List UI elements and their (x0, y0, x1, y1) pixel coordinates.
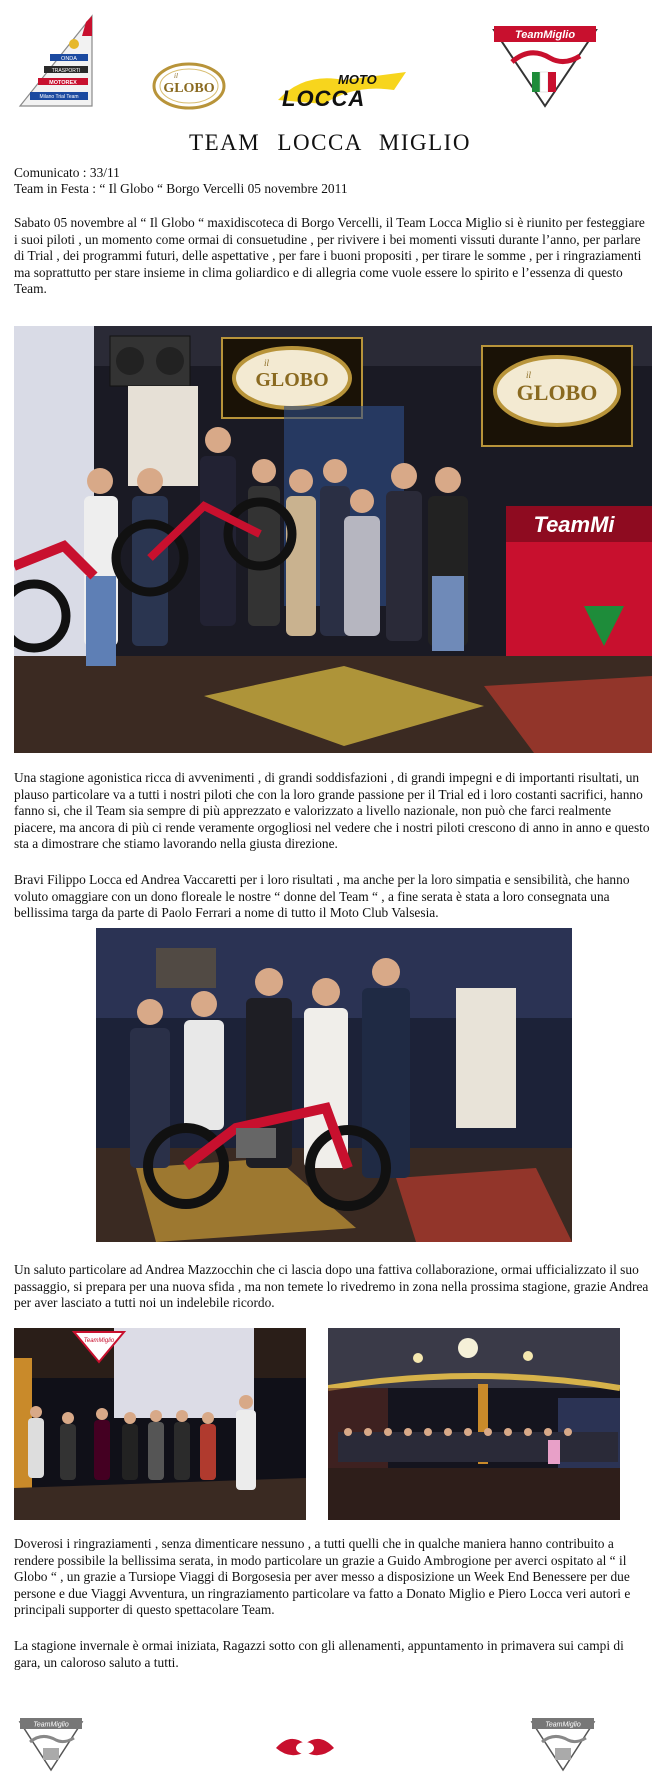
globo-text: GLOBO (163, 81, 215, 96)
il-globo-logo-icon (152, 62, 226, 110)
pennant-line-1: ONDA (61, 56, 77, 62)
il-globo-logo (152, 62, 226, 110)
locca-text: LOCCA (282, 86, 366, 111)
footer-logo-center (274, 1730, 336, 1764)
ceremony-photo-icon (14, 1328, 306, 1520)
footer-logo-left (16, 1716, 86, 1772)
team-group-photo (14, 326, 652, 753)
main-banner-right-text: GLOBO (516, 380, 598, 405)
pennant-line-3: MOTOREX (49, 80, 77, 86)
riders-with-bike-photo (96, 928, 572, 1242)
team-miglio-shield-icon (528, 1716, 598, 1772)
moto-locca-logo (274, 66, 410, 112)
communique-number: Comunicato : 33/11 (14, 165, 120, 180)
team-group-photo-icon (14, 326, 652, 753)
main-team-panel-text: TeamMi (533, 512, 615, 537)
ceremony-banner-text: TeamMiglio (83, 1338, 115, 1344)
event-line: Team in Festa : “ Il Globo “ Borgo Vercelli 05 novembre 2011 (14, 181, 348, 196)
red-wing-logo-icon (274, 1730, 336, 1764)
riders-with-bike-photo-icon (96, 928, 572, 1242)
main-banner-left-text: GLOBO (255, 369, 329, 391)
main-banner-small-right: il (526, 370, 532, 380)
farewell-paragraph: Un saluto particolare ad Andrea Mazzocchin che ci lascia dopo una fattiva collaborazione, ormai ufficializzato il suo passaggio, si prepara per una nuova sfida , ma non temete lo rivedremo in zona nella prossima stagione, grazie Andrea per aver lasciato a tutti noi un indelebile ricordo. (14, 1262, 649, 1311)
riders-thanks-paragraph: Bravi Filippo Locca ed Andrea Vaccaretti per i loro risultati , ma anche per la loro simpatia e sensibilità, che hanno voluto omaggiare con un dono floreale le nostre “ donne del Team “ , a fine serata è stata a loro consegnata una bellissima targa da parte di Paolo Ferrari a nome di tutto il Moto Club Valsesia. (14, 872, 630, 921)
dance-floor-photo-icon (328, 1328, 620, 1520)
acknowledgements-paragraph: Doverosi i ringraziamenti , senza dimenticare nessuno , a tutti quelli che in qualche maniera hanno contribuito a rendere possibile la bellissima serata, in modo particolare un grazie a Guido Ambrogione per averci ospitato al “ il Globo “ , un grazie a Tursiope Viaggi di Borgosesia per aver messo a disposizione un Week End Benessere per due persone e due Viaggi Avventura, un ringraziamento particolare va fatto a Donato Miglio e Piero Locca veri autori e principali supporter di questo spettacolare Team. (14, 1536, 631, 1618)
sponsor-pennant-icon (16, 14, 96, 108)
moto-locca-logo-icon (274, 66, 410, 112)
team-logo-text: TeamMiglio (514, 29, 576, 41)
moto-text: MOTO (338, 72, 377, 87)
footer-logo-right (528, 1716, 598, 1772)
footer-left-text: TeamMiglio (33, 1721, 69, 1729)
globo-il-text: il (174, 72, 178, 80)
dance-floor-photo (328, 1328, 620, 1520)
ceremony-photo (14, 1328, 306, 1520)
page-title: TEAM LOCCA MIGLIO (189, 130, 471, 155)
closing-paragraph: La stagione invernale è ormai iniziata, Ragazzi sotto con gli allenamenti, appuntamento in primavera sui campi di gara, un caloroso saluto a tutti. (14, 1638, 624, 1670)
main-banner-small-left: il (264, 358, 270, 368)
team-miglio-shield-icon (16, 1716, 86, 1772)
footer-right-text: TeamMiglio (545, 1721, 581, 1729)
team-miglio-shield-icon (490, 22, 600, 108)
sponsor-pennant-logo (16, 14, 96, 108)
team-miglio-logo (490, 22, 600, 108)
season-paragraph: Una stagione agonistica ricca di avvenimenti , di grandi soddisfazioni , di grandi impegni e di importanti risultati, un plauso particolare va a tutti i nostri piloti che con la loro grande passione per il Trial ed i loro costanti sacrifici, hanno fanno si, che il Team sia sempre di più apprezzato e valorizzato a livello nazionale, non può che farci realmente piacere, ma ancora di più ci rende veramente orgogliosi nel vedere che i nostri piloti crescono di anno in anno e questo sta a dimostrare che stiamo lavorando nella giusta direzione. (14, 770, 650, 852)
pennant-line-2: TRASPORTI (51, 68, 81, 74)
pennant-line-4: Milano Trial Team (39, 94, 79, 100)
intro-paragraph: Sabato 05 novembre al “ Il Globo “ maxidiscoteca di Borgo Vercelli, il Team Locca Miglio si è riunito per festeggiare i suoi piloti , un momento come ormai di consuetudine , per rivivere i bei momenti vissuti durante l’anno, per parlare di Trial , dei programmi futuri, delle aspettative , per fare i buoni propositi , per tirare le somme , per i ringraziamenti ma soprattutto per stare insieme in clima goliardico e di allegria come vuole essere lo spirito e l’essenza di questo Team. (14, 215, 645, 297)
